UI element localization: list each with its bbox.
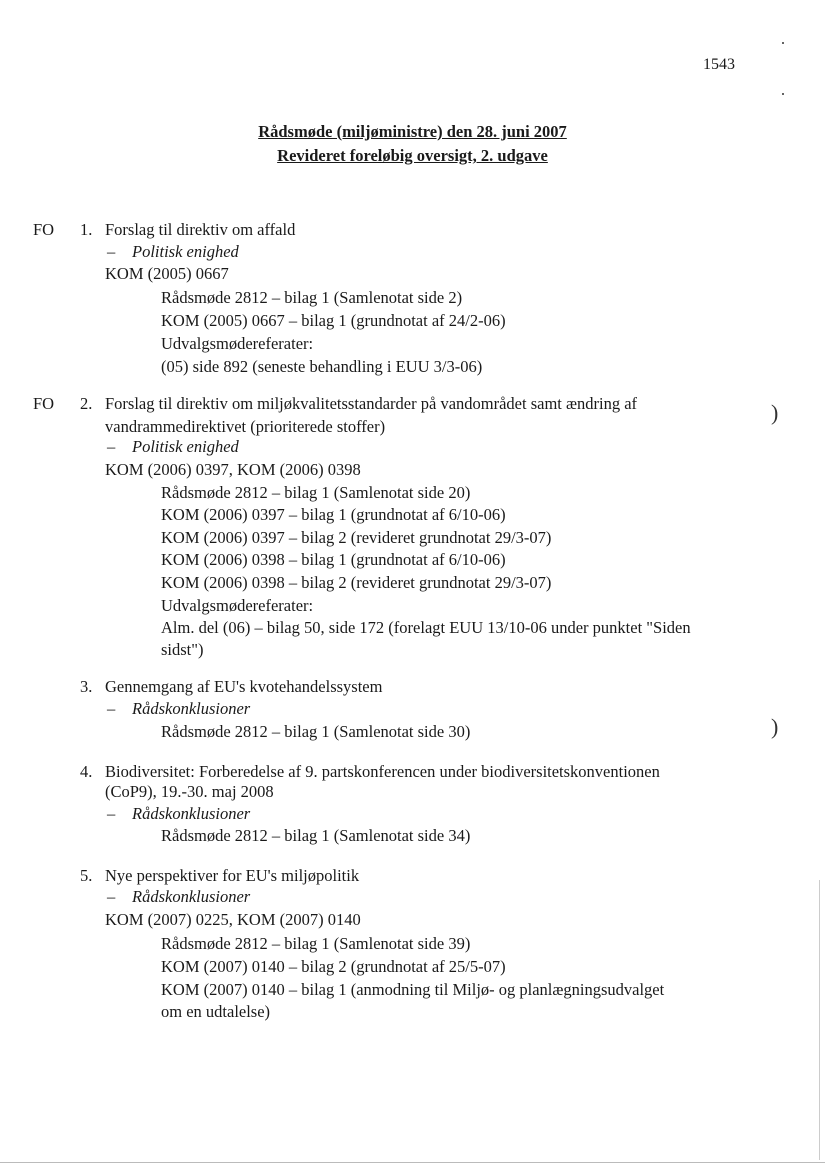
doc-line: Udvalgsmødereferater: [161, 334, 314, 353]
decision-type: Rådskonklusioner [132, 699, 251, 718]
doc-line: om en udtalelse) [161, 1002, 271, 1021]
item-title-cont: vandrammedirektivet (prioriterede stoffer) [105, 417, 386, 436]
item-title: Forslag til direktiv om affald [105, 220, 296, 239]
scan-speck [782, 42, 784, 44]
page-number: 1543 [703, 56, 735, 73]
document-subtitle: Revideret foreløbig oversigt, 2. udgave [277, 146, 548, 165]
reference: KOM (2005) 0667 [105, 264, 229, 283]
decision-type: Politisk enighed [132, 437, 239, 456]
scan-edge-line [0, 1162, 825, 1163]
doc-line: Rådsmøde 2812 – bilag 1 (Samlenotat side 2) [161, 288, 463, 307]
doc-line: KOM (2007) 0140 – bilag 2 (grundnotat af 25/5-07) [161, 957, 506, 976]
doc-line: KOM (2006) 0398 – bilag 2 (revideret grundnotat 29/3-07) [161, 573, 552, 592]
item-title: Biodiversitet: Forberedelse af 9. partskonferencen under biodiversitetskonventionen [105, 762, 660, 781]
doc-line: KOM (2006) 0398 – bilag 1 (grundnotat af 6/10-06) [161, 550, 506, 569]
dash: – [107, 699, 116, 718]
document-title: Rådsmøde (miljøministre) den 28. juni 2007 [258, 122, 567, 141]
doc-line: Rådsmøde 2812 – bilag 1 (Samlenotat side 34) [161, 826, 471, 845]
doc-line: Rådsmøde 2812 – bilag 1 (Samlenotat side 30) [161, 722, 471, 741]
item-title: Nye perspektiver for EU's miljøpolitik [105, 866, 360, 885]
margin-paren-mark: ) [771, 400, 779, 425]
reference: KOM (2007) 0225, KOM (2007) 0140 [105, 910, 361, 929]
item-number: 5. [80, 866, 93, 885]
decision-type: Rådskonklusioner [132, 804, 251, 823]
doc-line: KOM (2006) 0397 – bilag 2 (revideret grundnotat 29/3-07) [161, 528, 552, 547]
item-number: 3. [80, 677, 93, 696]
doc-line: Rådsmøde 2812 – bilag 1 (Samlenotat side 20) [161, 483, 471, 502]
item-marker: FO [33, 220, 55, 239]
margin-paren-mark: ) [771, 714, 779, 739]
item-marker: FO [33, 394, 55, 413]
doc-line: Alm. del (06) – bilag 50, side 172 (forelagt EUU 13/10-06 under punktet "Siden [161, 618, 691, 637]
doc-line: KOM (2005) 0667 – bilag 1 (grundnotat af 24/2-06) [161, 311, 506, 330]
dash: – [107, 887, 116, 906]
doc-line: KOM (2006) 0397 – bilag 1 (grundnotat af 6/10-06) [161, 505, 506, 524]
doc-line: KOM (2007) 0140 – bilag 1 (anmodning til Miljø- og planlægningsudvalget [161, 980, 665, 999]
scan-speck [782, 93, 784, 95]
doc-line: (05) side 892 (seneste behandling i EUU 3/3-06) [161, 357, 483, 376]
doc-line: Udvalgsmødereferater: [161, 596, 314, 615]
item-title: Forslag til direktiv om miljøkvalitetsstandarder på vandområdet samt ændring af [105, 394, 638, 413]
dash: – [107, 437, 116, 456]
decision-type: Rådskonklusioner [132, 887, 251, 906]
dash: – [107, 242, 116, 261]
dash: – [107, 804, 116, 823]
item-title: Gennemgang af EU's kvotehandelssystem [105, 677, 383, 696]
doc-line: Rådsmøde 2812 – bilag 1 (Samlenotat side 39) [161, 934, 471, 953]
item-number: 4. [80, 762, 93, 781]
item-number: 1. [80, 220, 93, 239]
decision-type: Politisk enighed [132, 242, 239, 261]
item-number: 2. [80, 394, 93, 413]
doc-line: sidst") [161, 640, 204, 659]
scan-edge-line [819, 880, 820, 1160]
item-title-cont: (CoP9), 19.-30. maj 2008 [105, 782, 274, 801]
reference: KOM (2006) 0397, KOM (2006) 0398 [105, 460, 361, 479]
